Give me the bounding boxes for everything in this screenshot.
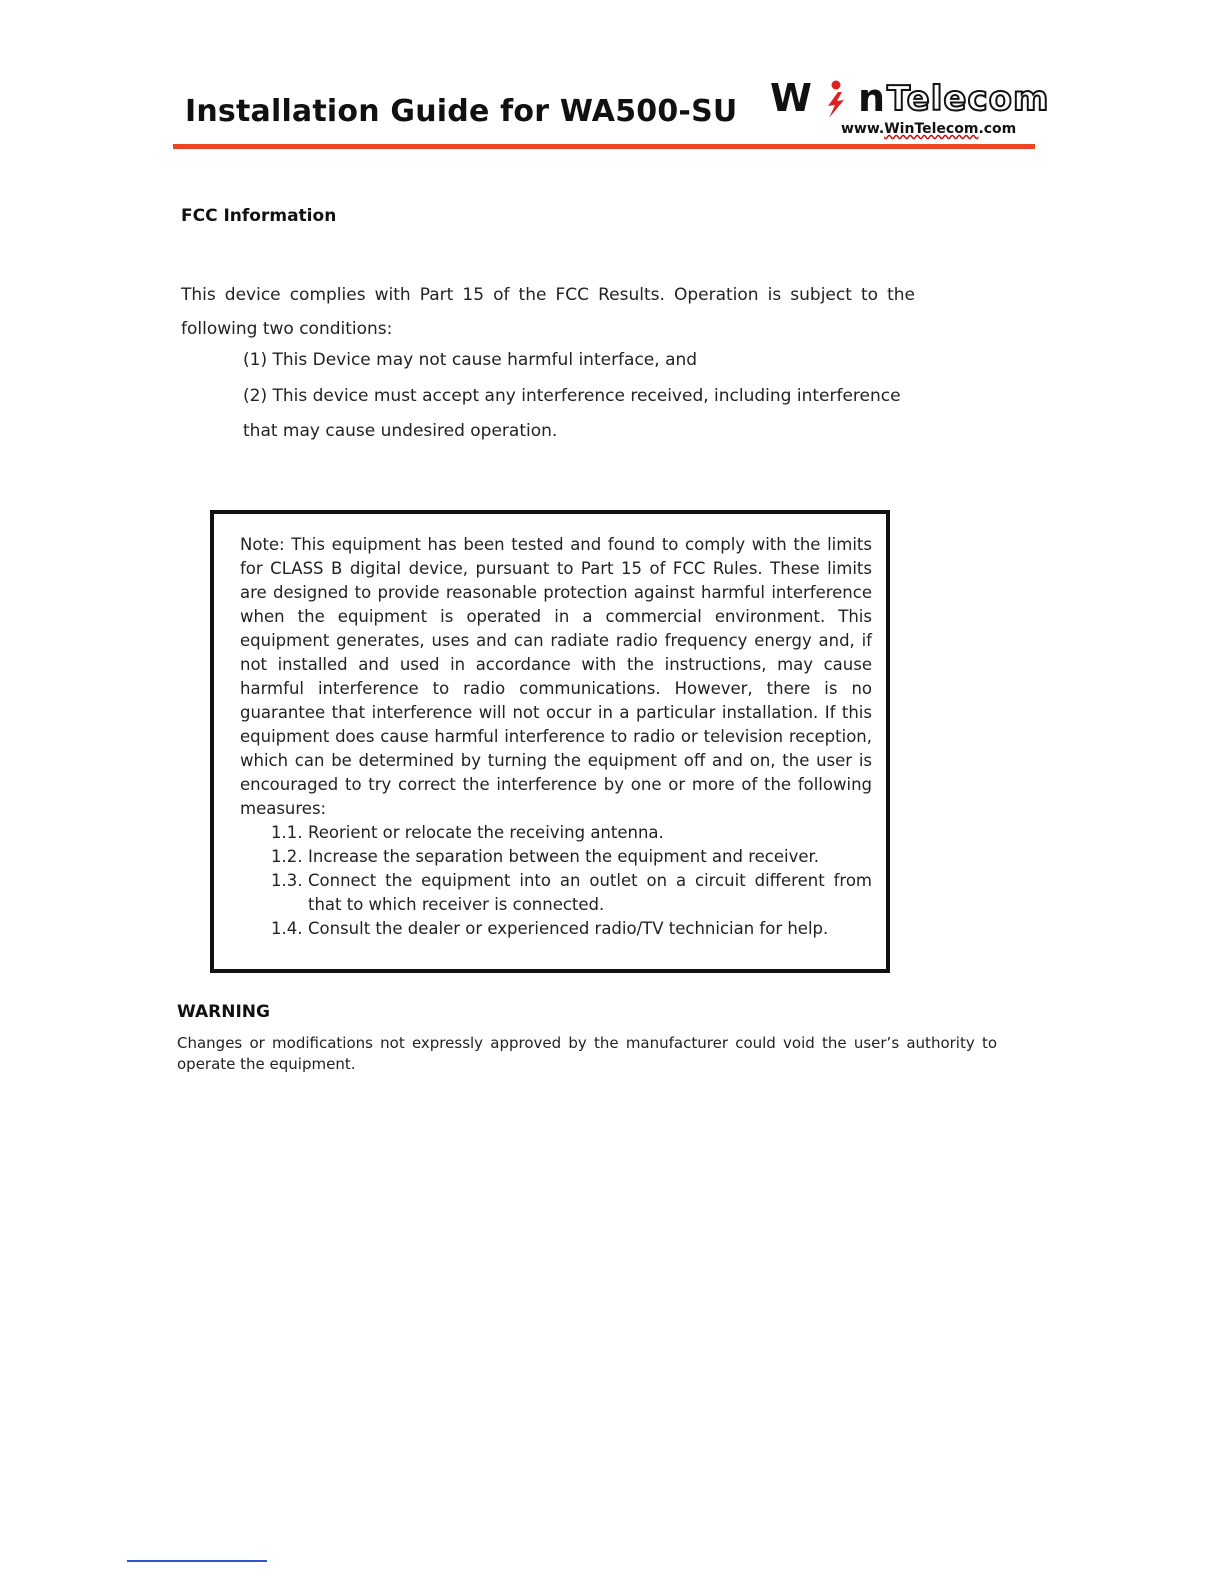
logo-letter-n: n bbox=[858, 76, 886, 120]
note-box bbox=[210, 510, 890, 973]
fcc-intro-paragraph: This device complies with Part 15 of the FCC Results. Operation is subject to the following two conditions: bbox=[181, 285, 915, 339]
note-content bbox=[240, 533, 872, 941]
document-title: Installation Guide for WA500-SU bbox=[185, 94, 738, 129]
logo-url: www.WinTelecom.com bbox=[841, 121, 1017, 137]
measures-list bbox=[240, 821, 872, 941]
warning-paragraph: Changes or modifications not expressly approved by the manufacturer could void the user’s authority to operate the equipment. bbox=[177, 1034, 997, 1073]
footer-divider bbox=[127, 1560, 267, 1562]
header-divider bbox=[173, 144, 1035, 149]
list-item: 1.4. Consult the dealer or experienced radio/TV technician for help. bbox=[271, 919, 829, 938]
fcc-condition-1: (1) This Device may not cause harmful interface, and bbox=[243, 350, 698, 370]
list-item: 1.3. Connect the equipment into an outlet on a circuit different from that to which receiver is connected. bbox=[271, 871, 872, 914]
logo-letter-w: W bbox=[770, 76, 812, 120]
wintelecom-logo bbox=[770, 76, 1050, 142]
list-item: 1.1. Reorient or relocate the receiving antenna. bbox=[271, 823, 664, 842]
list-item: 1.2. Increase the separation between the equipment and receiver. bbox=[271, 847, 820, 866]
lightning-bolt-icon bbox=[816, 78, 854, 118]
warning-heading: WARNING bbox=[177, 1002, 270, 1022]
note-paragraph: Note: This equipment has been tested and found to comply with the limits for CLASS B digital device, pursuant to Part 15 of FCC Rules. These limits are designed to provide reasonable protection against harmful interference when the equipment is operated in a commercial environment. This equipment generates, uses and can radiate radio frequency energy and, if not installed and used in accordance with the instructions, may cause harmful interference to radio communications. However, there is no guarantee that interference will not occur in a particular installation. If this equipment does cause harmful interference to radio or television reception, which can be determined by turning the equipment off and on, the user is encouraged to try correct the interference by one or more of the following measures: bbox=[240, 535, 872, 818]
fcc-heading: FCC Information bbox=[181, 206, 337, 226]
fcc-condition-2: (2) This device must accept any interference received, including interference that may cause undesired operation. bbox=[243, 386, 901, 441]
logo-telecom-text: Telecom bbox=[887, 79, 1050, 119]
